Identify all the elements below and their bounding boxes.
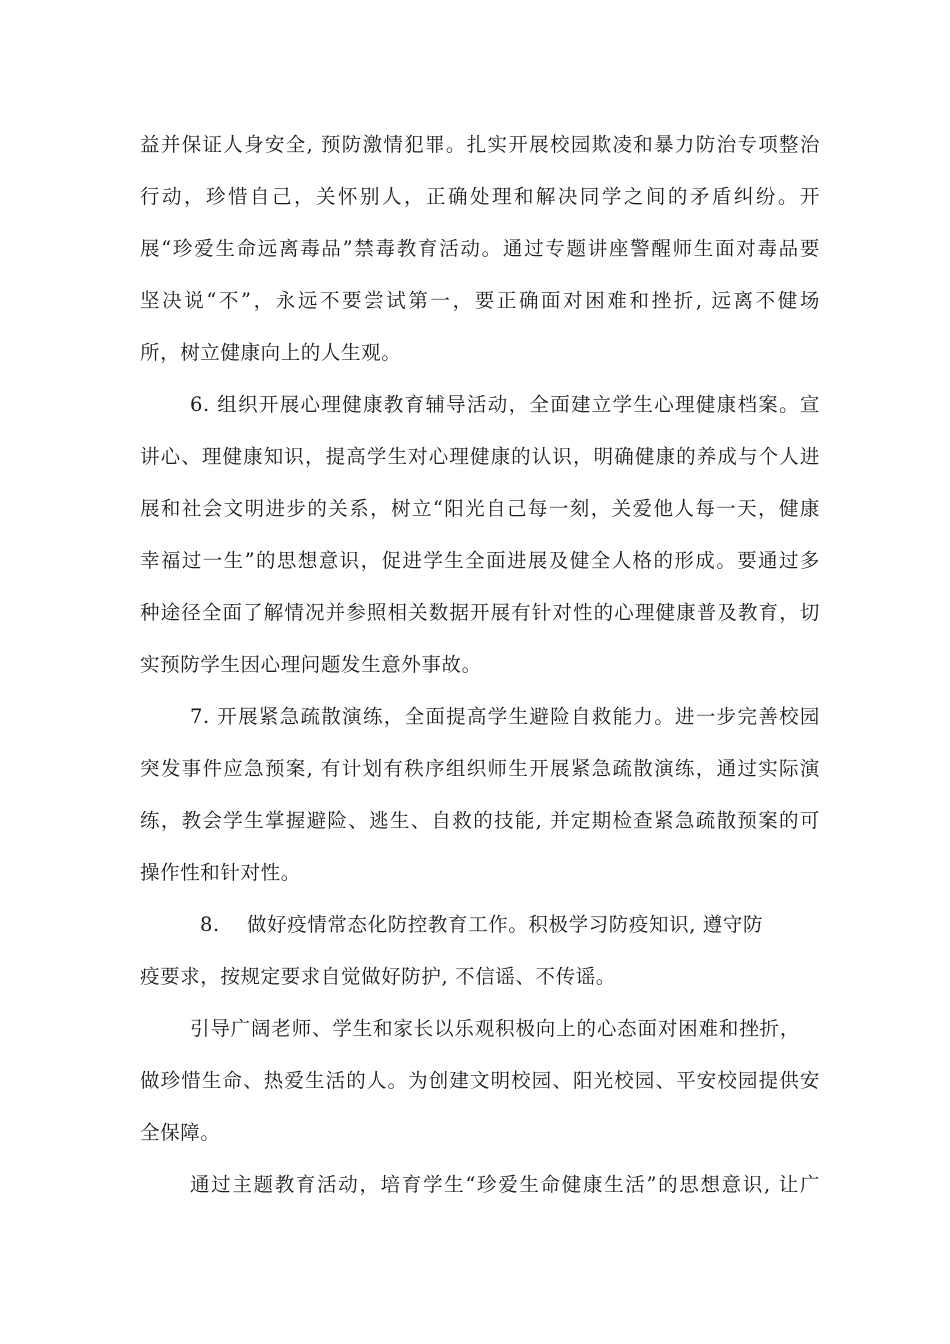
paragraph-line: 所，树立健康向上的人生观。	[140, 341, 402, 364]
paragraph-line: 讲心、理健康知识，提高学生对心理健康的认识，明确健康的养成与个人进	[140, 445, 820, 468]
paragraph-line: 展和社会文明进步的关系，树立“阳光自己每一刻，关爱他人每一天，健康	[140, 497, 820, 520]
paragraph-line: 疫要求，按规定要求自觉做好防护, 不信谣、不传谣。	[140, 965, 616, 988]
paragraph-line: 全保障。	[140, 1121, 221, 1144]
paragraph-line: 实预防学生因心理问题发生意外事故。	[140, 653, 482, 676]
paragraph-line: 7. 开展紧急疏散演练，全面提高学生避险自救能力。进一步完善校园	[190, 705, 820, 728]
paragraph-line: 展“珍爱生命远离毒品”禁毒教育活动。通过专题讲座警醒师生面对毒品要	[140, 237, 820, 260]
paragraph-line: 通过主题教育活动，培育学生“珍爱生命健康生活”的思想意识, 让广	[190, 1173, 820, 1196]
paragraph-line: 引导广阔老师、学生和家长以乐观积极向上的心态面对困难和挫折，	[190, 1017, 800, 1040]
paragraph-line: 8. 做好疫情常态化防控教育工作。积极学习防疫知识, 遵守防	[200, 913, 764, 936]
paragraph-line: 练，教会学生掌握避险、逃生、自救的技能, 并定期检查紧急疏散预案的可	[140, 809, 820, 832]
paragraph-line: 益并保证人身安全, 预防激情犯罪。扎实开展校园欺凌和暴力防治专项整治	[140, 133, 820, 156]
paragraph-line: 幸福过一生”的思想意识，促进学生全面进展及健全人格的形成。要通过多	[140, 549, 820, 572]
paragraph-line: 种途径全面了解情况并参照相关数据开展有针对性的心理健康普及教育，切	[140, 601, 820, 624]
paragraph-line: 突发事件应急预案, 有计划有秩序组织师生开展紧急疏散演练，通过实际演	[140, 757, 820, 780]
paragraph-line: 行动，珍惜自己，关怀别人，正确处理和解决同学之间的矛盾纠纷。开	[140, 185, 820, 208]
paragraph-line: 坚决说“不”，永远不要尝试第一，要正确面对困难和挫折, 远离不健场	[140, 289, 820, 312]
paragraph-line: 做珍惜生命、热爱生活的人。为创建文明校园、阳光校园、平安校园提供安	[140, 1069, 820, 1092]
paragraph-line: 操作性和针对性。	[140, 861, 301, 884]
paragraph-line: 6. 组织开展心理健康教育辅导活动，全面建立学生心理健康档案。宣	[190, 393, 820, 416]
